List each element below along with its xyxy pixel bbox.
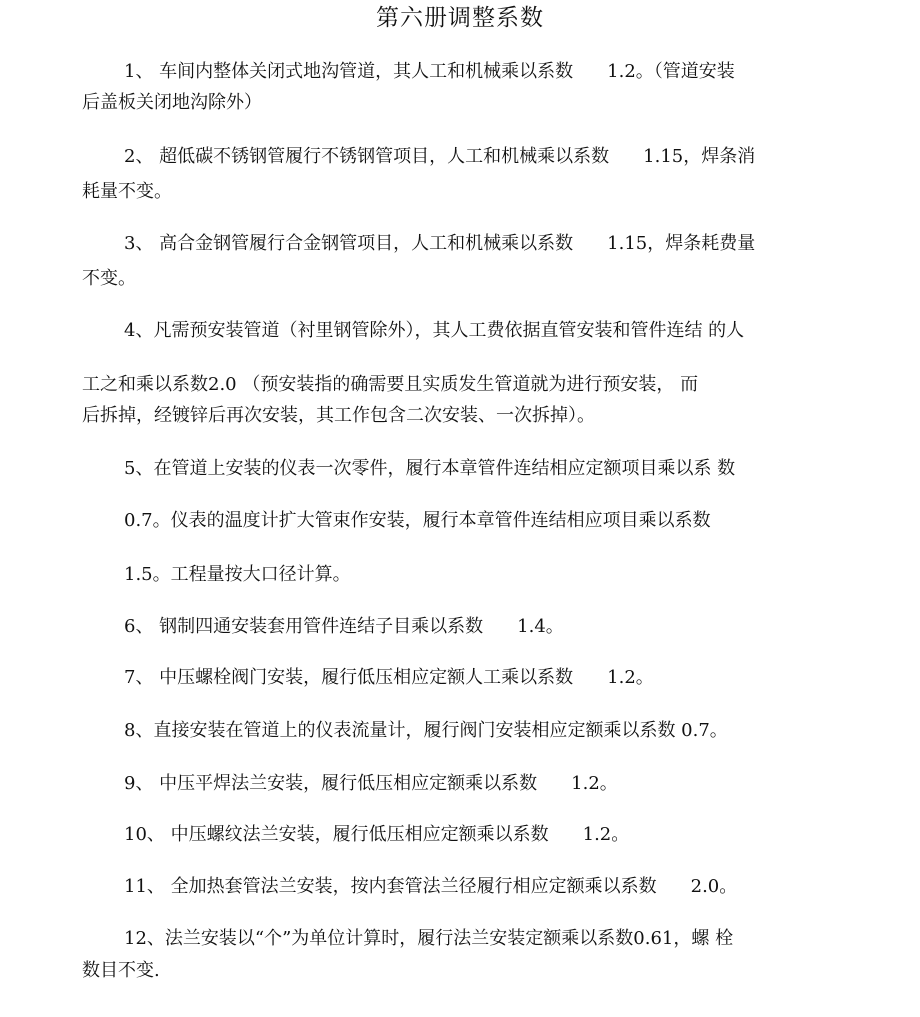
item-10-value: 1.2。 [582,824,630,845]
item-11-text: 11、 全加热套管法兰安装，按内套管法兰径履行相应定额乘以系数 [124,876,657,897]
item-8-line-1: 8、直接安装在管道上的仪表流量计，履行阀门安装相应定额乘以系数 0.7。 [124,720,728,741]
item-2-line-2: 耗量不变。 [82,181,172,202]
item-5-line-1: 5、在管道上安装的仪表一次零件，履行本章管件连结相应定额项目乘以系 数 [124,458,736,479]
item-3-line-2: 不变。 [82,268,136,289]
item-2-text: 2、 超低碳不锈钢管履行不锈钢管项目，人工和机械乘以系数 [124,146,610,167]
item-3-value: 1.15，焊条耗费量 [607,233,756,254]
item-12-line-2: 数目不变. [82,960,160,981]
item-1-line-1 [124,60,735,84]
item-4-line-1: 4、凡需预安装管道（衬里钢管除外），其人工费依据直管安装和管件连结 的人 [124,320,745,341]
item-9-text: 9、 中压平焊法兰安装，履行低压相应定额乘以系数 [124,773,538,794]
item-1-value: 1.2。（管道安装 [607,61,735,82]
item-6-value: 1.4。 [517,616,564,637]
page-title: 第六册调整系数 [376,5,544,31]
item-7-value: 1.2。 [607,667,654,688]
item-3-text: 3、 高合金钢管履行合金钢管项目，人工和机械乘以系数 [124,233,574,254]
item-11-value: 2.0。 [690,876,738,897]
item-11-line-1 [124,875,737,899]
item-9-value: 1.2。 [571,773,618,794]
item-5-line-3: 1.5。工程量按大口径计算。 [124,564,351,585]
item-5-line-2: 0.7。仪表的温度计扩大管束作安装，履行本章管件连结相应项目乘以系数 [124,510,711,531]
item-10-text: 10、 中压螺纹法兰安装，履行低压相应定额乘以系数 [124,824,549,845]
item-6-line-1 [124,615,564,639]
item-2-line-1 [124,145,755,169]
item-1-line-2: 后盖板关闭地沟除外） [82,92,262,113]
item-12-line-1: 12、法兰安装以“个”为单位计算时，履行法兰安装定额乘以系数0.61，螺 栓 [124,928,734,949]
item-3-line-1 [124,232,755,256]
item-10-line-1 [124,823,629,847]
item-7-text: 7、 中压螺栓阀门安装，履行低压相应定额人工乘以系数 [124,667,574,688]
item-1-text: 1、 车间内整体关闭式地沟管道，其人工和机械乘以系数 [124,61,574,82]
item-4-line-3: 后拆掉，经镀锌后再次安装，其工作包含二次安装、一次拆掉）。 [82,405,595,426]
item-9-line-1 [124,772,618,796]
item-2-value: 1.15，焊条消 [643,146,756,167]
item-6-text: 6、 钢制四通安装套用管件连结子目乘以系数 [124,616,484,637]
item-4-line-2: 工之和乘以系数2.0 （预安装指的确需要且实质发生管道就为进行预安装， 而 [82,374,699,395]
item-7-line-1 [124,666,654,690]
